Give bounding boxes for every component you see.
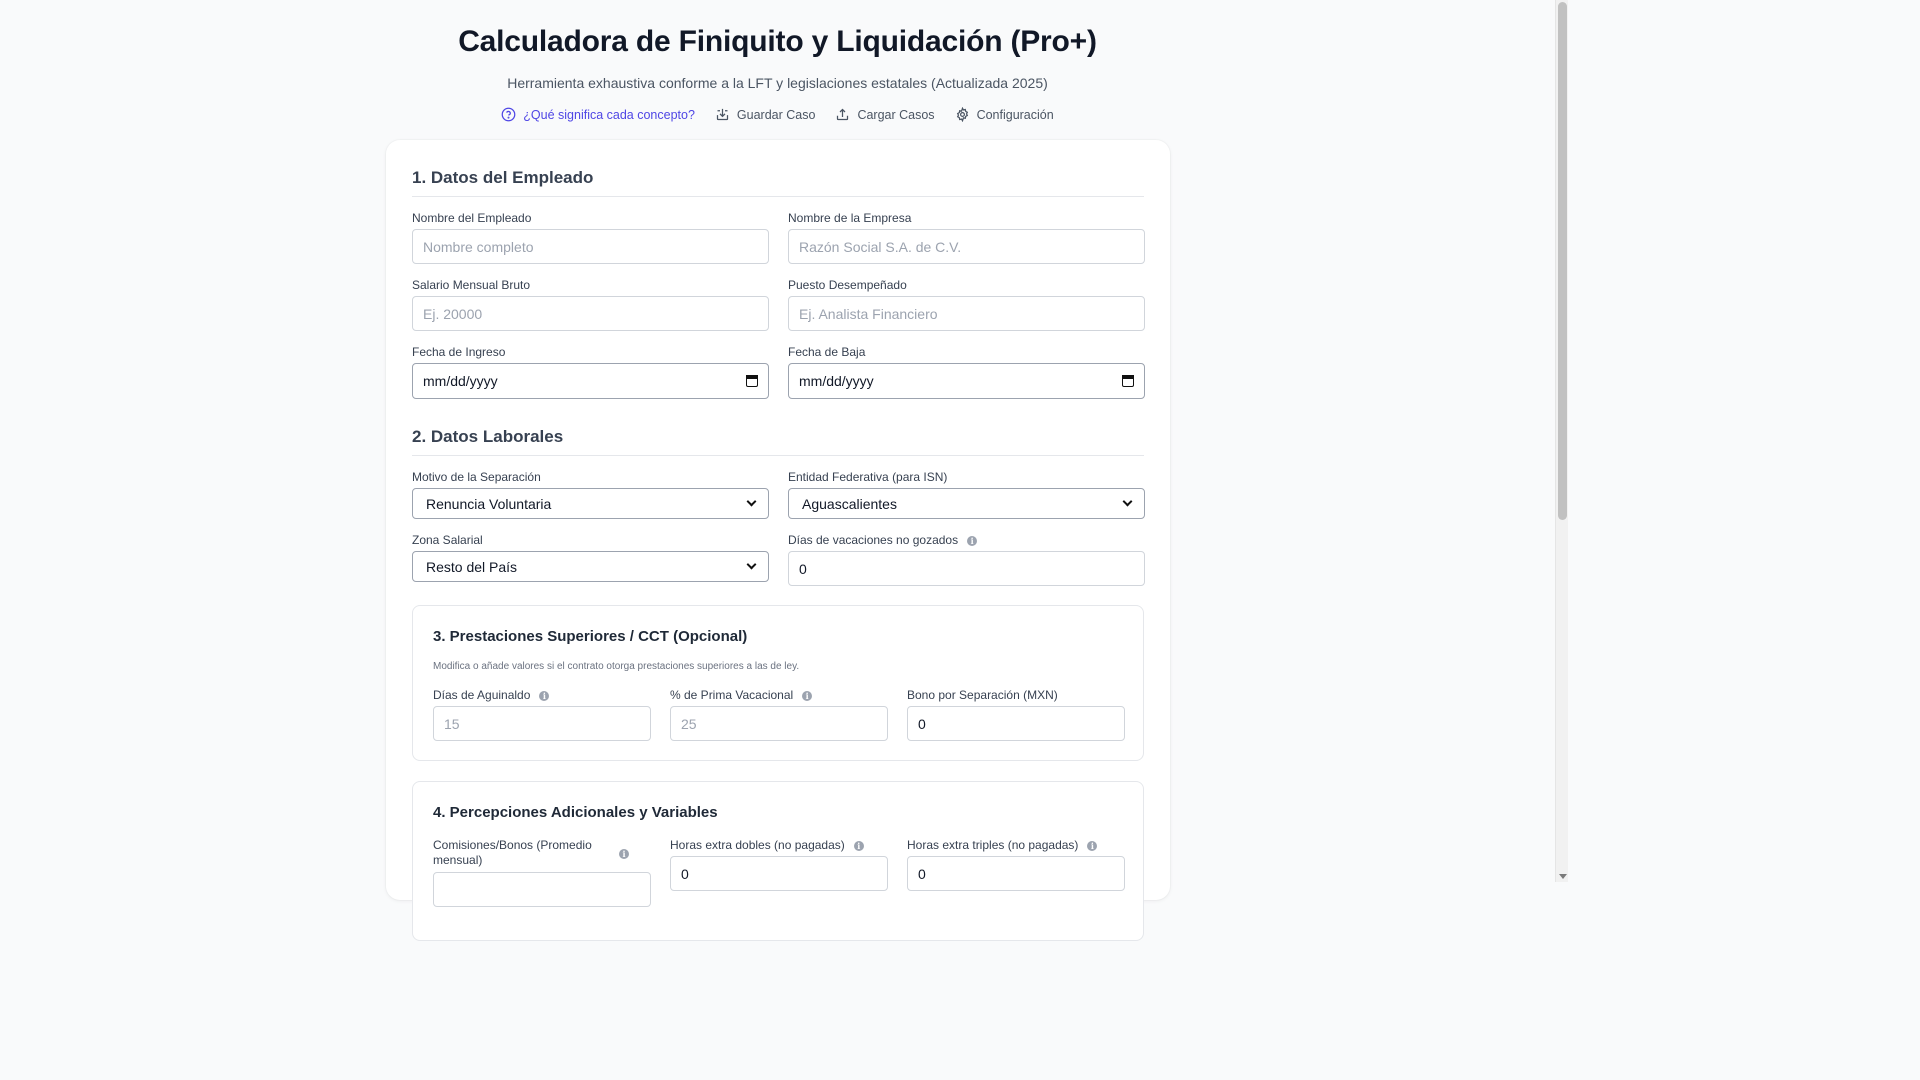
superior-benefits-hint: Modifica o añade valores si el contrato otorga prestaciones superiores a las de ley.	[433, 661, 800, 672]
info-icon[interactable]: i	[539, 691, 549, 701]
additional-perceptions-panel	[412, 781, 1144, 941]
salary-zone-select[interactable]	[412, 551, 769, 582]
info-icon[interactable]: i	[854, 841, 864, 851]
end-date-label: Fecha de Baja	[788, 345, 866, 359]
aguinaldo-days-input[interactable]	[433, 706, 651, 741]
info-icon[interactable]: i	[967, 536, 977, 546]
calculator-card	[386, 140, 1170, 900]
calendar-icon[interactable]	[746, 375, 758, 387]
state-value: Aguascalientes	[802, 495, 897, 512]
additional-perceptions-title: 4. Percepciones Adicionales y Variables	[433, 804, 718, 821]
vacation-premium-label-text: % de Prima Vacacional	[670, 688, 794, 702]
double-overtime-value: 0	[681, 865, 689, 882]
salary-input[interactable]	[412, 296, 769, 331]
aguinaldo-days-placeholder: 15	[444, 715, 460, 732]
double-overtime-label	[670, 838, 864, 853]
help-link-label: ¿Qué significa cada concepto?	[523, 107, 695, 122]
download-icon	[715, 107, 730, 122]
aguinaldo-days-label	[433, 688, 549, 703]
toolbar	[0, 107, 1555, 122]
gear-icon	[955, 107, 970, 122]
company-name-label: Nombre de la Empresa	[788, 211, 912, 225]
section-labor-title: 2. Datos Laborales	[412, 427, 564, 446]
commissions-label: Comisiones/Bonos (Promedio mensual)	[433, 838, 592, 867]
section-divider	[412, 455, 1144, 456]
start-date-input[interactable]	[412, 363, 769, 399]
separation-reason-label: Motivo de la Separación	[412, 470, 541, 484]
save-case-button[interactable]	[715, 107, 816, 122]
vacation-days-label	[788, 533, 977, 548]
page-header	[0, 0, 1555, 122]
superior-benefits-panel	[412, 605, 1144, 761]
employee-name-label: Nombre del Empleado	[412, 211, 532, 225]
page-title: Calculadora de Finiquito y Liquidación (Pro+)	[458, 25, 1097, 58]
vacation-premium-input[interactable]	[670, 706, 888, 741]
double-overtime-input[interactable]	[670, 856, 888, 891]
vacation-days-input[interactable]	[788, 551, 1145, 586]
triple-overtime-label	[907, 838, 1097, 853]
section-divider	[412, 196, 1144, 197]
triple-overtime-input[interactable]	[907, 856, 1125, 891]
help-link[interactable]	[501, 107, 695, 122]
state-select[interactable]	[788, 488, 1145, 519]
info-icon[interactable]: i	[1087, 841, 1097, 851]
commissions-info-wrap	[619, 846, 629, 861]
start-date-label: Fecha de Ingreso	[412, 345, 506, 359]
vacation-days-label-text: Días de vacaciones no gozados	[788, 533, 959, 547]
position-input[interactable]	[788, 296, 1145, 331]
section-employee-title: 1. Datos del Empleado	[412, 168, 594, 187]
chevron-down-icon	[747, 497, 757, 507]
state-label: Entidad Federativa (para ISN)	[788, 470, 948, 484]
page-scrollbar[interactable]	[1555, 0, 1568, 882]
separation-reason-value: Renuncia Voluntaria	[426, 495, 552, 512]
end-date-value: mm/dd/yyyy	[799, 373, 874, 389]
employee-name-input[interactable]	[412, 229, 769, 264]
triple-overtime-label-text: Horas extra triples (no pagadas)	[907, 838, 1079, 852]
load-cases-label: Cargar Casos	[857, 107, 935, 122]
separation-bonus-input[interactable]	[907, 706, 1125, 741]
vacation-days-value: 0	[799, 560, 807, 577]
triple-overtime-value: 0	[918, 865, 926, 882]
scrollbar-thumb[interactable]	[1558, 2, 1567, 520]
separation-bonus-value: 0	[918, 715, 926, 732]
question-circle-icon	[501, 107, 516, 122]
load-cases-button[interactable]	[835, 107, 934, 122]
separation-reason-select[interactable]	[412, 488, 769, 519]
position-label: Puesto Desempeñado	[788, 278, 907, 292]
salary-label: Salario Mensual Bruto	[412, 278, 531, 292]
salary-zone-value: Resto del País	[426, 558, 518, 575]
info-icon[interactable]: i	[619, 849, 629, 859]
separation-bonus-label: Bono por Separación (MXN)	[907, 688, 1058, 702]
company-name-input[interactable]	[788, 229, 1145, 264]
superior-benefits-title: 3. Prestaciones Superiores / CCT (Opcional)	[433, 628, 748, 645]
commissions-input[interactable]	[433, 872, 651, 907]
vacation-premium-placeholder: 25	[681, 715, 697, 732]
end-date-input[interactable]	[788, 363, 1145, 399]
double-overtime-label-text: Horas extra dobles (no pagadas)	[670, 838, 845, 852]
salary-zone-label: Zona Salarial	[412, 533, 483, 547]
chevron-down-icon	[1123, 497, 1133, 507]
settings-button[interactable]	[955, 107, 1054, 122]
settings-label: Configuración	[976, 107, 1054, 122]
chevron-down-icon	[747, 560, 757, 570]
calendar-icon[interactable]	[1122, 375, 1134, 387]
upload-icon	[835, 107, 850, 122]
start-date-value: mm/dd/yyyy	[423, 373, 498, 389]
save-case-label: Guardar Caso	[736, 107, 816, 122]
info-icon[interactable]: i	[802, 691, 812, 701]
vacation-premium-label	[670, 688, 812, 703]
scroll-down-arrow-icon[interactable]	[1559, 874, 1567, 879]
aguinaldo-days-label-text: Días de Aguinaldo	[433, 688, 531, 702]
page-subtitle: Herramienta exhaustiva conforme a la LFT y legislaciones estatales (Actualizada 2025)	[507, 75, 1048, 91]
